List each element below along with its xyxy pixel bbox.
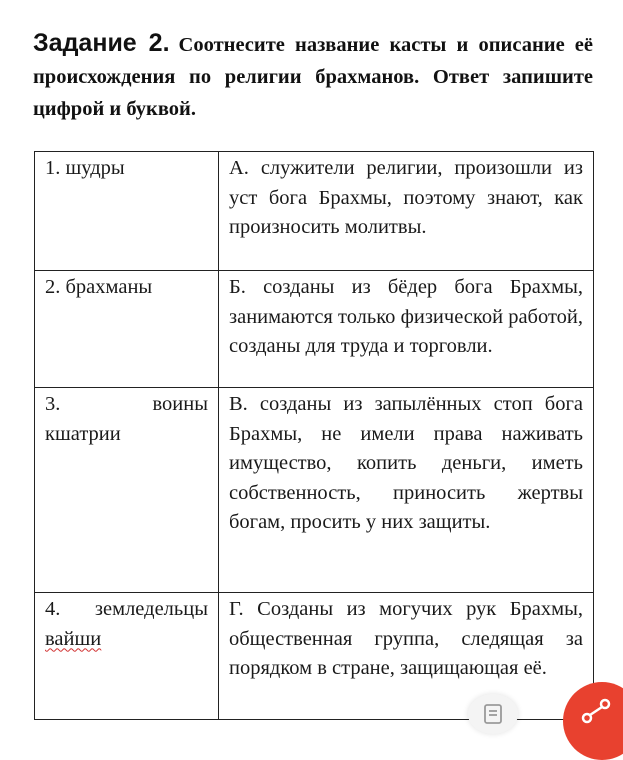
description-cell	[219, 593, 594, 720]
table-row	[35, 152, 594, 271]
origin-description: Б. созданы из бёдер бога Брахмы, занимаются только физической работой, созданы для труда и торговли.	[229, 276, 583, 357]
origin-description: В. созданы из запылённых стоп бога Брахмы, не имели права наживать имущество, копить деньги, иметь собственность, приносить жертвы богам, просить у них защиты.	[229, 393, 583, 533]
caste-name-line2: кшатрии	[45, 422, 121, 445]
table-row	[35, 388, 594, 593]
task-instruction: Соотнесите название касты и описание её происхождения по религии брахманов. Ответ запишите цифрой и буквой.	[33, 34, 593, 120]
description-cell	[219, 271, 594, 388]
task-label: Задание 2.	[33, 29, 170, 57]
caste-name: 2. брахманы	[45, 276, 153, 298]
description-cell	[219, 388, 594, 593]
table-row	[35, 271, 594, 388]
description-cell	[219, 152, 594, 271]
task-heading	[33, 28, 593, 126]
caste-name-line2-misspelled: вайши	[45, 627, 102, 650]
caste-name-line1: 3. воины	[45, 393, 208, 415]
caste-name: 1. шудры	[45, 157, 125, 179]
origin-description: Г. Созданы из могучих рук Брахмы, общественная группа, следящая за порядком в стране, защищающая её.	[229, 598, 583, 679]
caste-cell	[35, 271, 219, 388]
caste-cell	[35, 388, 219, 593]
matching-table	[34, 151, 594, 720]
origin-description: А. служители религии, произошли из уст бога Брахмы, поэтому знают, как произносить молитвы.	[229, 157, 583, 238]
caste-name-line1: 4. земледельцы	[45, 598, 208, 620]
caste-cell	[35, 593, 219, 720]
caste-cell	[35, 152, 219, 271]
document-widget-button[interactable]	[468, 694, 518, 734]
